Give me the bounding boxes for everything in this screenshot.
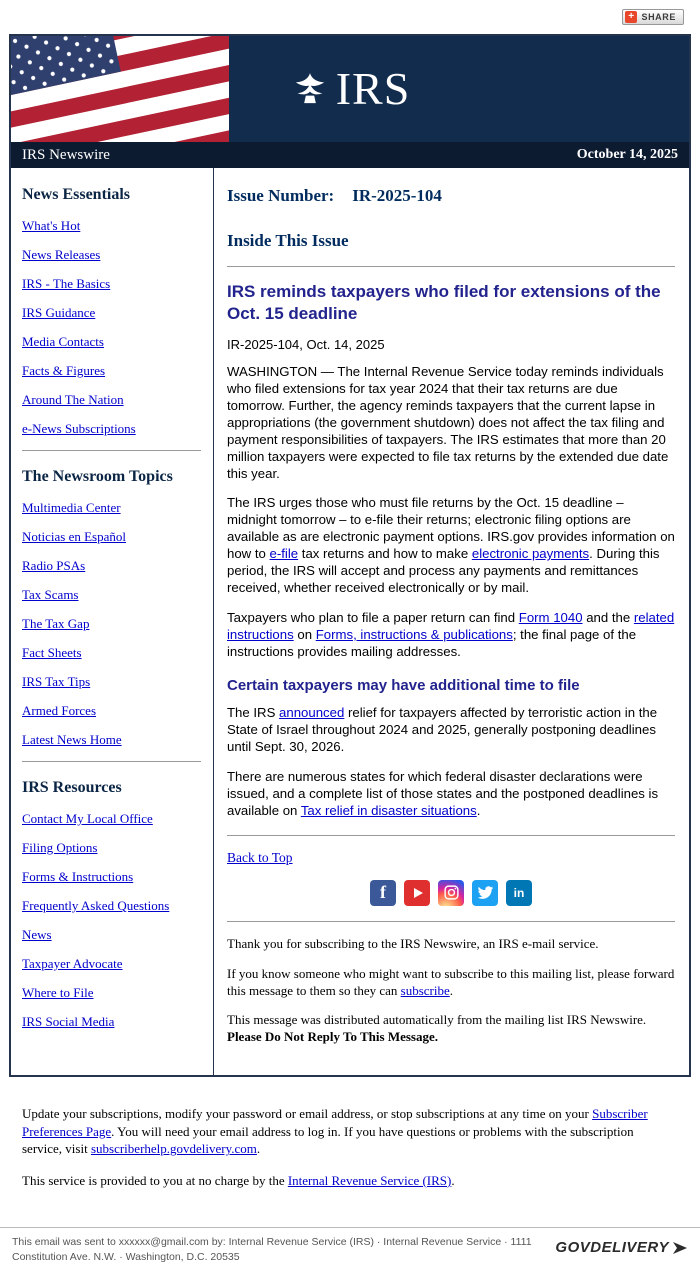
text-segment: and the [582, 609, 634, 625]
inline-link[interactable]: Subscriber Preferences Page [22, 1106, 648, 1139]
content-columns [11, 168, 689, 1075]
inline-link[interactable]: e-file [269, 546, 299, 562]
text-segment: There are numerous states for which federal disaster declarations were issued, and a complete list of those states and the postponed deadlines is available on [227, 769, 659, 818]
sidebar-link-armed-forces[interactable]: Armed Forces [22, 703, 97, 718]
inside-this-issue-heading: Inside This Issue [227, 231, 349, 250]
inline-link[interactable]: electronic payments [471, 546, 590, 562]
irs-logo-text: IRS [335, 63, 411, 114]
sidebar-link-news-releases[interactable]: News Releases [22, 247, 101, 262]
sidebar-link-enews-subscriptions[interactable]: e-News Subscriptions [22, 421, 136, 436]
article-dateline: IR-2025-104, Oct. 14, 2025 [227, 337, 385, 353]
youtube-icon[interactable] [404, 880, 430, 906]
divider [227, 835, 675, 836]
sidebar-link-whats-hot[interactable]: What's Hot [22, 218, 81, 233]
linkedin-icon[interactable] [506, 880, 532, 906]
inline-link[interactable]: subscribe [400, 982, 450, 998]
text-segment: WASHINGTON — The Internal Revenue Service today reminds individuals who filed extensions for tax year 2024 that their tax returns are due tomorrow. Further, the agency reminds taxpayers that the current lapse in appropriations (the government shutdown) does not affect the tax filing and payment responsibilities of taxpayers. The IRS estimates that more than 20 million taxpayers were expected to file tax returns by the extended due date this year. [227, 364, 669, 481]
sidebar-link-forms-instructions[interactable]: Forms & Instructions [22, 869, 134, 884]
text-segment: . You will need your email address to log in. If you have questions or problems with the subscription service, visit [22, 1123, 634, 1157]
text-segment: . [256, 1141, 261, 1157]
subscription-forward-note [227, 966, 675, 1000]
bottom-bar [0, 1227, 700, 1275]
text-segment: relief for taxpayers affected by terroristic action in the State of Israel throughout 2024 and 2025, generally postponing deadlines until Sept. 30, 2026. [227, 705, 658, 755]
text-segment: . [476, 802, 481, 818]
text-segment: ; the final page of the instructions provides mailing addresses. [227, 626, 637, 659]
inline-link[interactable]: Tax relief in disaster situations [300, 802, 477, 818]
article-paragraph-5 [227, 769, 675, 820]
facebook-icon[interactable] [370, 880, 396, 906]
sidebar-link-irs-the-basics[interactable]: IRS - The Basics [22, 276, 111, 291]
inline-link[interactable]: Forms, instructions & publications [315, 626, 513, 642]
text-segment: tax returns and how to make [298, 546, 472, 562]
share-button[interactable] [622, 9, 684, 25]
text-segment: Taxpayers who plan to file a paper return can find [227, 609, 519, 625]
sidebar-divider [22, 761, 201, 762]
subscription-distributed-note [227, 1012, 675, 1046]
article-headline: IRS reminds taxpayers who filed for extensions of the Oct. 15 deadline [227, 282, 661, 324]
text-segment: on [293, 626, 316, 642]
text-segment: . [451, 1172, 455, 1188]
irs-eagle-icon [290, 69, 330, 109]
inline-link[interactable]: announced [279, 705, 345, 721]
main-content [214, 168, 689, 1075]
twitter-icon[interactable] [472, 880, 498, 906]
linkedin-glyph: in [513, 885, 525, 900]
govdelivery-arrow-icon [672, 1241, 688, 1255]
sidebar [11, 168, 214, 1075]
footer-subscriptions-note [22, 1105, 676, 1158]
sidebar-heading-newsroom-topics: The Newsroom Topics [22, 468, 173, 485]
share-row [0, 0, 700, 34]
inline-link[interactable]: Form 1040 [518, 609, 583, 625]
inline-link[interactable]: related instructions [227, 609, 675, 642]
govdelivery-logo-text: GOVDELIVERY [555, 1239, 669, 1257]
text-segment: Update your subscriptions, modify your password or email address, or stop subscriptions at any time on your [22, 1106, 593, 1122]
sent-to-text: This email was sent to xxxxxx@gmail.com by: Internal Revenue Service (IRS) · Internal Revenue Service · 1111 Constitution Ave. N.W. · Washington, D.C. 20535 [12, 1236, 532, 1263]
issue-number-label: Issue Number: [227, 186, 335, 205]
newsletter-date: October 14, 2025 [576, 147, 678, 162]
sidebar-link-facts-figures[interactable]: Facts & Figures [22, 363, 106, 378]
inline-link[interactable]: subscriberhelp.govdelivery.com [90, 1141, 257, 1157]
facebook-glyph: f [380, 882, 386, 903]
text-segment: . [449, 982, 454, 998]
social-media-row [227, 880, 675, 906]
text-segment: The IRS urges those who must file returns by the Oct. 15 deadline – midnight tomorrow – to e-file their returns; electronic filing options are available as are electronic payment options. IRS.gov provides information on how to [227, 495, 675, 562]
sidebar-link-irs-guidance[interactable]: IRS Guidance [22, 305, 96, 320]
newsletter-title: IRS Newswire [22, 146, 110, 163]
text-segment: Thank you for subscribing to the IRS Newswire, an IRS e-mail service. [227, 935, 599, 951]
article-paragraph-4 [227, 705, 675, 756]
sidebar-heading-news-essentials: News Essentials [22, 186, 131, 203]
govdelivery-logo [555, 1235, 688, 1256]
subscription-thanks-note [227, 936, 675, 953]
sidebar-link-tax-scams[interactable]: Tax Scams [22, 587, 79, 602]
sidebar-link-multimedia-center[interactable]: Multimedia Center [22, 500, 121, 515]
sidebar-link-latest-news-home[interactable]: Latest News Home [22, 732, 122, 747]
article-paragraph-2 [227, 495, 675, 596]
irs-logo [290, 63, 411, 114]
footer [0, 1077, 700, 1211]
sidebar-link-contact-my-local-office[interactable]: Contact My Local Office [22, 811, 153, 826]
text-segment: . During this period, the IRS will accept and process any payments and remittances received, whether received electronically or by mail. [227, 546, 660, 595]
sidebar-link-the-tax-gap[interactable]: The Tax Gap [22, 616, 90, 631]
sidebar-heading-irs-resources: IRS Resources [22, 779, 122, 796]
sidebar-link-where-to-file[interactable]: Where to File [22, 985, 94, 1000]
issue-number-value: IR-2025-104 [352, 186, 442, 205]
instagram-icon[interactable] [438, 880, 464, 906]
sidebar-link-faq[interactable]: Frequently Asked Questions [22, 898, 170, 913]
instagram-camera-glyph [443, 884, 460, 901]
article-paragraph-1 [227, 364, 675, 482]
sidebar-link-irs-social-media[interactable]: IRS Social Media [22, 1014, 115, 1029]
text-segment: Please Do Not Reply To This Message. [227, 1029, 439, 1045]
issue-number-line [227, 186, 675, 206]
sidebar-link-around-the-nation[interactable]: Around The Nation [22, 392, 124, 407]
sidebar-link-fact-sheets[interactable]: Fact Sheets [22, 645, 82, 660]
share-label: SHARE [641, 12, 676, 22]
share-plus-icon: + [625, 11, 637, 23]
email-header [11, 36, 689, 142]
twitter-bird-glyph [477, 884, 494, 901]
sidebar-link-radio-psas[interactable]: Radio PSAs [22, 558, 86, 573]
us-flag-image [11, 36, 229, 142]
sidebar-divider [22, 450, 201, 451]
text-segment: This message was distributed automatically from the mailing list IRS Newswire. [227, 1012, 647, 1028]
play-glyph [414, 888, 423, 898]
sidebar-link-noticias-en-espanol[interactable]: Noticias en Español [22, 529, 126, 544]
sidebar-link-irs-tax-tips[interactable]: IRS Tax Tips [22, 674, 91, 689]
footer-service-note [22, 1172, 676, 1190]
sidebar-link-taxpayer-advocate[interactable]: Taxpayer Advocate [22, 956, 123, 971]
sidebar-link-media-contacts[interactable]: Media Contacts [22, 334, 104, 349]
inline-link[interactable]: Internal Revenue Service (IRS) [287, 1172, 452, 1188]
text-segment: If you know someone who might want to subscribe to this mailing list, please forward this message to them so they can [227, 965, 675, 998]
back-to-top-link[interactable]: Back to Top [227, 849, 293, 865]
article-paragraph-3 [227, 610, 675, 661]
email-container [9, 34, 691, 1077]
sidebar-link-filing-options[interactable]: Filing Options [22, 840, 98, 855]
divider [227, 921, 675, 922]
article-subheadline: Certain taxpayers may have additional time to file [227, 677, 580, 695]
text-segment: This service is provided to you at no charge by the [22, 1172, 288, 1188]
divider [227, 266, 675, 267]
newsletter-bar [11, 142, 689, 168]
sidebar-link-news[interactable]: News [22, 927, 52, 942]
text-segment: The IRS [227, 705, 280, 721]
